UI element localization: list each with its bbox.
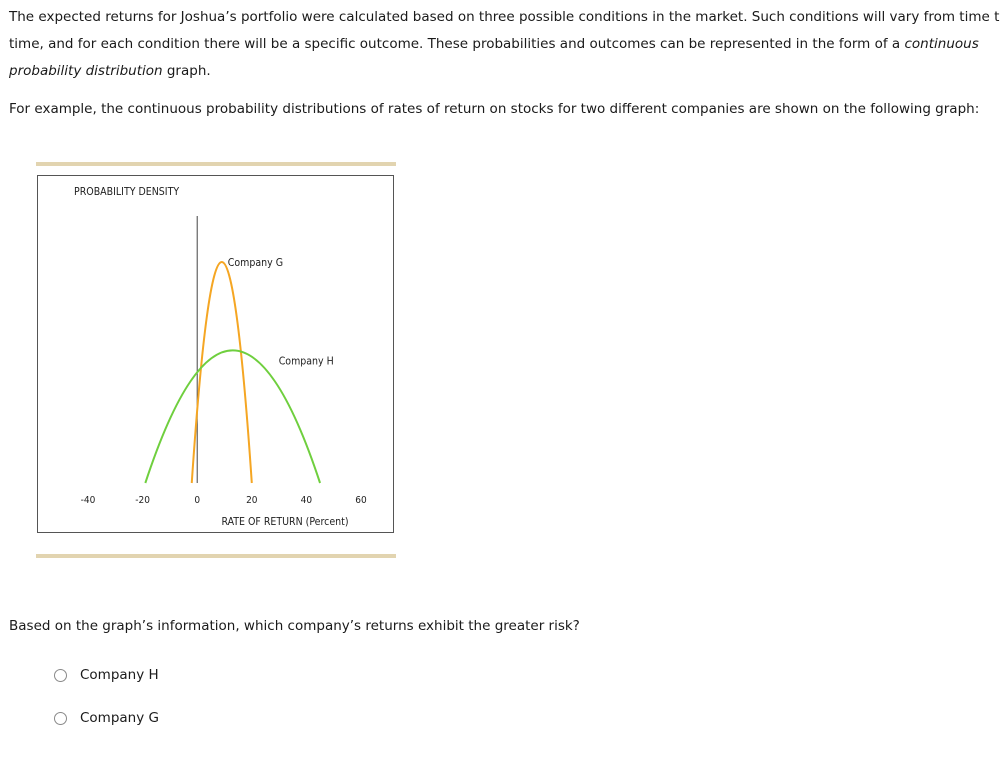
x-tick-0: -40 <box>80 495 96 506</box>
intro-line-2: time, and for each condition there will be a specific outcome. These probabilities and outcomes can be represented in the form of a <box>9 36 905 52</box>
x-tick-1: -20 <box>135 495 150 506</box>
x-tick-2: 0 <box>194 495 201 506</box>
x-tick-5: 60 <box>355 495 367 506</box>
x-tick-3: 20 <box>246 495 258 506</box>
option-company-g-label: Company G <box>80 710 159 726</box>
chart-bottom-rule <box>36 554 396 558</box>
radio-company-g[interactable] <box>54 712 67 725</box>
example-text: For example, the continuous probability distributions of rates of return on stocks for two different companies are shown on the following graph: <box>9 101 980 117</box>
radio-company-h[interactable] <box>54 669 67 682</box>
series-labels <box>228 257 334 367</box>
chart-top-rule <box>36 162 396 166</box>
option-company-h[interactable] <box>54 667 159 683</box>
question-text: Based on the graph’s information, which company’s returns exhibit the greater risk? <box>9 618 580 634</box>
chart-container <box>37 175 394 533</box>
series-label-company-h: Company H <box>278 355 334 368</box>
intro-line-3: graph. <box>162 63 211 79</box>
x-tick-labels <box>81 495 367 506</box>
curve-company-g <box>192 262 252 483</box>
distribution-curves <box>145 262 320 483</box>
curve-company-h <box>145 350 320 483</box>
intro-emphasis-distribution: probability distribution <box>9 63 163 79</box>
option-company-g[interactable] <box>54 710 159 726</box>
series-label-company-g: Company G <box>227 257 284 269</box>
x-tick-4: 40 <box>300 495 313 506</box>
probability-chart <box>38 176 395 534</box>
intro-paragraph <box>9 4 1004 85</box>
y-axis-label: PROBABILITY DENSITY <box>74 186 180 198</box>
intro-line-1: The expected returns for Joshua’s portfolio were calculated based on three possible conditions in the market. Such conditions will vary from time t <box>9 9 1000 25</box>
intro-emphasis-continuous: continuous <box>904 36 979 52</box>
x-axis-label: RATE OF RETURN (Percent) <box>221 516 349 528</box>
option-company-h-label: Company H <box>80 667 159 683</box>
